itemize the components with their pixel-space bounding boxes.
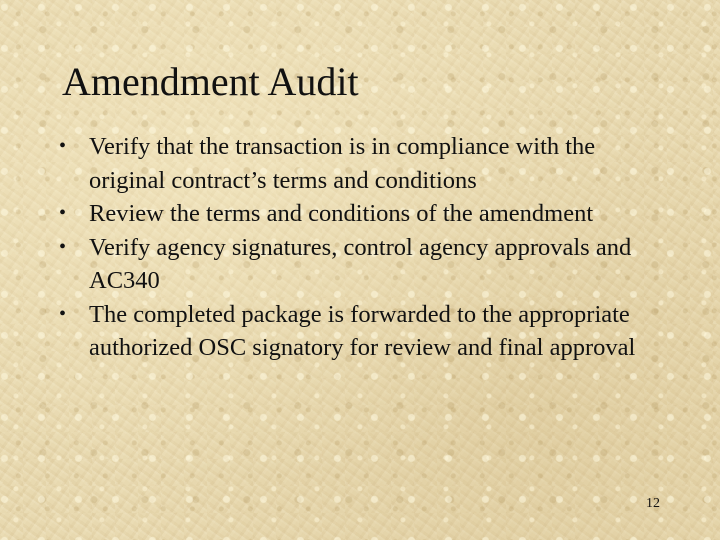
bullet-item bbox=[58, 231, 648, 298]
bullet-marker: • bbox=[59, 135, 67, 157]
slide-title: Amendment Audit bbox=[62, 59, 359, 104]
bullet-text: The completed package is forwarded to the appropriate authorized OSC signatory for review and final approval bbox=[89, 300, 636, 361]
bullet-item bbox=[58, 298, 648, 365]
slide-number: 12 bbox=[646, 496, 660, 511]
bullet-item bbox=[58, 130, 648, 197]
bullet-text: Verify that the transaction is in compliance with the original contract’s terms and conditions bbox=[89, 133, 596, 194]
bullet-marker: • bbox=[59, 235, 67, 258]
bullet-list bbox=[58, 130, 648, 365]
bullet-text: Verify agency signatures, control agency approvals and AC340 bbox=[89, 233, 632, 294]
bullet-marker: • bbox=[59, 202, 67, 224]
bullet-text: Review the terms and conditions of the amendment bbox=[89, 200, 594, 227]
bullet-marker: • bbox=[59, 302, 67, 325]
bullet-item bbox=[58, 197, 648, 231]
